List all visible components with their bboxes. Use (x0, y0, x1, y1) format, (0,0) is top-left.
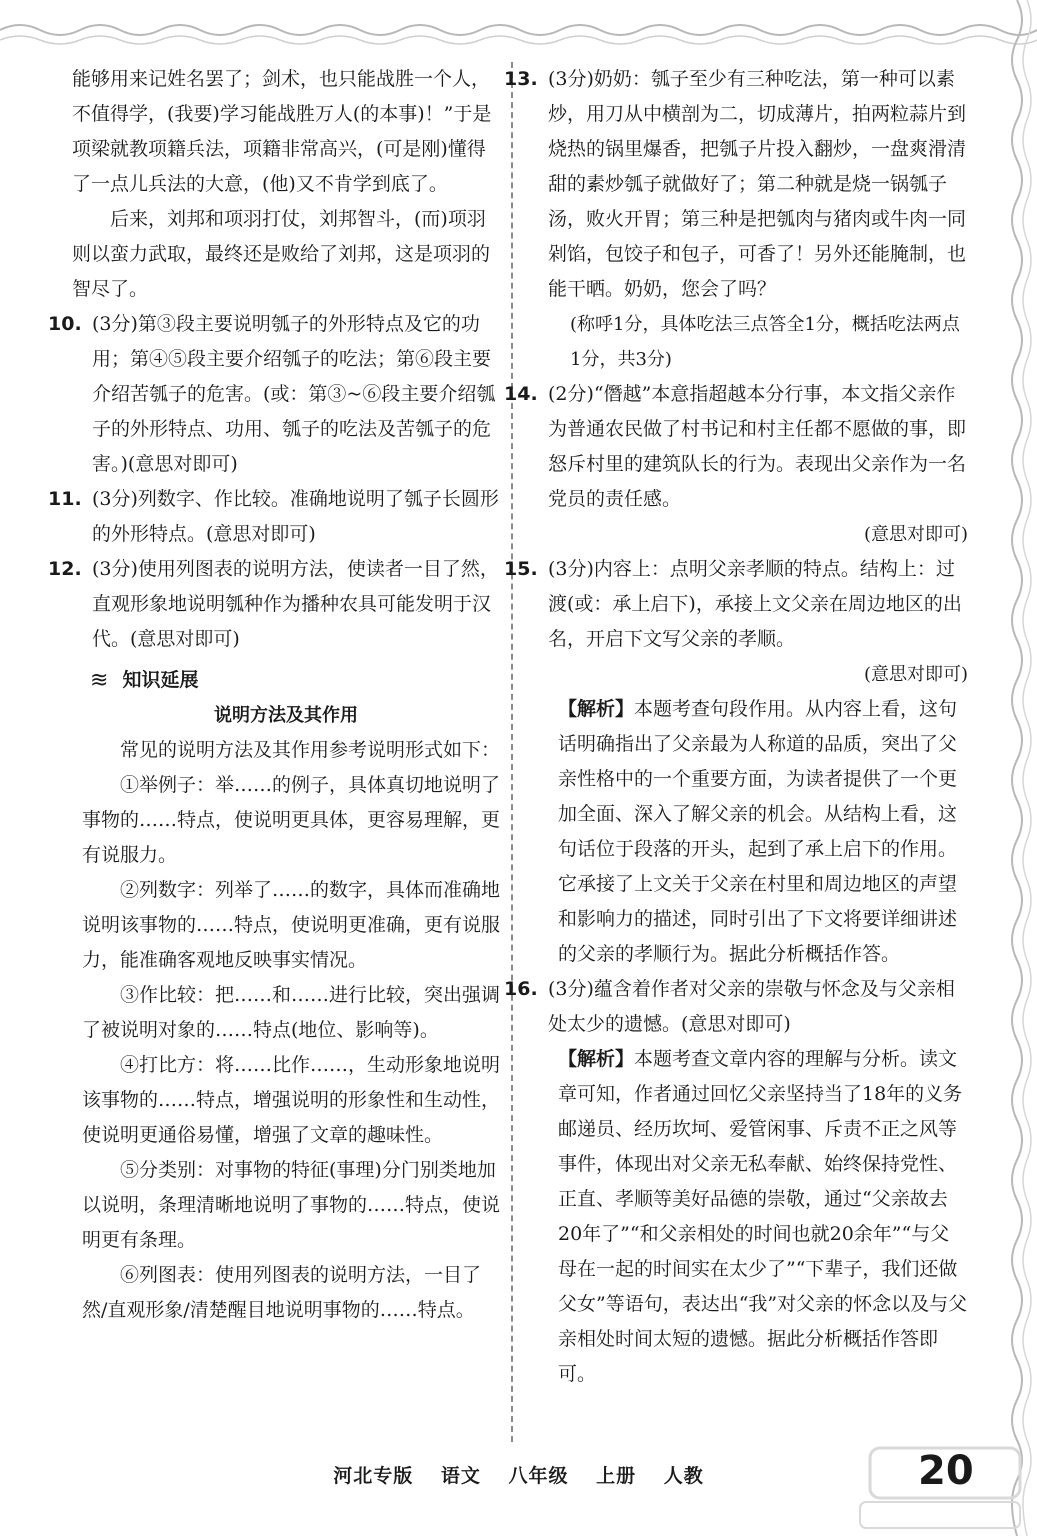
answer-10 (48, 307, 500, 482)
question-number: 16. (504, 978, 538, 1000)
wave-lines-icon: ≋ (90, 668, 109, 693)
knowledge-intro: 常见的说明方法及其作用参考说明形式如下： (120, 739, 501, 761)
answer-text: (3分)内容上：点明父亲孝顺的特点。结构上：过渡(或：承上启下)，承接上文父亲在周边地区的出名，开启下文写父亲的孝顺。 (548, 558, 962, 650)
answer-16 (504, 972, 968, 1392)
footer-publisher: 人教 (663, 1465, 704, 1487)
right-column (504, 62, 968, 1392)
answer-text: (3分)蕴含着作者对父亲的崇敬与怀念及与父亲相处太少的遗憾。(意思对即可) (548, 978, 955, 1035)
answer-text: (3分)列数字、作比较。准确地说明了瓠子长圆形的外形特点。(意思对即可) (92, 488, 499, 545)
analysis-text: 本题考查句段作用。从内容上看，这句话明确指出了父亲最为人称道的品质，突出了父亲性格中的一个重要方面，为读者提供了一个更加全面、深入了解父亲的机会。从结构上看，这句话位于段落的开头，起到了承上启下的作用。它承接了上文关于父亲在村里和周边地区的声望和影响力的描述，同时引出了下文将要详细讲述的父亲的孝顺行为。据此分析概括作答。 (558, 698, 958, 965)
footer-grade: 八年级 (508, 1465, 569, 1487)
analysis-block (548, 1042, 968, 1392)
left-column (48, 62, 501, 1328)
analysis-label: 【解析】 (558, 1048, 635, 1070)
knowledge-extension-header (72, 663, 500, 698)
answer-15 (504, 552, 968, 972)
method-item: ④打比方：将……比作……，生动形象地说明该事物的……特点，增强说明的形象性和生动性，使说明更通俗易懂，增强了文章的趣味性。 (82, 1054, 501, 1146)
page-number: 20 (918, 1448, 974, 1494)
method-item: ⑥列图表：使用列图表的说明方法，一目了然/直观形象/清楚醒目地说明事物的……特点。 (82, 1264, 482, 1321)
analysis-label: 【解析】 (558, 698, 635, 720)
continued-translation-p1: 能够用来记姓名罢了；剑术，也只能战胜一个人，不值得学，(我要)学习能战胜万人(的本事)！”于是项梁就教项籍兵法，项籍非常高兴，(可是刚)懂得了一点儿兵法的大意，(他)又不肯学到底了。 (72, 68, 492, 195)
question-number: 11. (48, 488, 82, 510)
method-item: ③作比较：把……和……进行比较，突出强调了被说明对象的……特点(地位、影响等)。 (82, 984, 501, 1041)
column-divider (511, 62, 513, 1442)
scoring-note: (意思对即可) (863, 664, 968, 685)
footer-subject: 语文 (440, 1465, 481, 1487)
decorative-wave-top (0, 0, 1037, 60)
analysis-block (548, 692, 968, 972)
answer-text: (3分)第③段主要说明瓠子的外形特点及它的功用；第④⑤段主要介绍瓠子的吃法；第⑥段主要介绍苦瓠子的危害。(或：第③~⑥段主要介绍瓠子的外形特点、功用、瓠子的吃法及苦瓠子的危害。)(意思对即可) (92, 313, 496, 475)
method-item: ②列数字：列举了……的数字，具体而准确地说明该事物的……特点，使说明更准确，更有说服力，能准确客观地反映事实情况。 (82, 879, 501, 971)
answer-text: (2分)“僭越”本意指超越本分行事，本文指父亲作为普通农民做了村书记和村主任都不愿做的事，即怒斥村里的建筑队长的行为。表现出父亲作为一名党员的责任感。 (548, 383, 967, 510)
question-number: 12. (48, 558, 82, 580)
question-number: 14. (504, 383, 538, 405)
answer-13 (504, 62, 968, 377)
decorative-wave-right (997, 0, 1037, 1536)
answer-14 (504, 377, 968, 552)
scoring-note: (称呼1分，具体吃法三点答全1分，概括吃法两点1分，共3分) (570, 314, 960, 370)
footer-edition: 河北专版 (333, 1465, 414, 1487)
method-item: ⑤分类别：对事物的特征(事理)分门别类地加以说明，条理清晰地说明了事物的……特点，使说明更有条理。 (82, 1159, 501, 1251)
answer-text: (3分)使用列图表的说明方法，使读者一目了然，直观形象地说明瓠种作为播种农具可能发明于汉代。(意思对即可) (92, 558, 499, 650)
question-number: 13. (504, 68, 538, 90)
question-number: 15. (504, 558, 538, 580)
analysis-text: 本题考查文章内容的理解与分析。读文章可知，作者通过回忆父亲坚持当了18年的义务邮递员、经历坎坷、爱管闲事、斥责不正之风等事件，体现出对父亲无私奉献、始终保持党性、正直、孝顺等美好品德的崇敬，通过“父亲故去20年了”“和父亲相处的时间也就20余年”“与父母在一起的时间实在太少了”“下辈子，我们还做父女”等语句，表达出“我”对父亲的怀念以及与父亲相处时间太短的遗憾。据此分析概括作答即可。 (558, 1048, 968, 1385)
section-subtitle: 说明方法及其作用 (214, 705, 358, 726)
answer-text: (3分)奶奶：瓠子至少有三种吃法，第一种可以素炒，用刀从中横剖为二，切成薄片，拍两粒蒜片到烧热的锅里爆香，把瓠子片投入翻炒，一盘爽滑清甜的素炒瓠子就做好了；第二种就是烧一锅瓠子汤，败火开胃；第三种是把瓠肉与猪肉或牛肉一同剁馅，包饺子和包子，可香了！另外还能腌制，也能干晒。奶奶，您会了吗？ (548, 68, 967, 300)
question-number: 10. (48, 313, 82, 335)
knowledge-body (72, 733, 500, 1328)
method-item: ①举例子：举……的例子，具体真切地说明了事物的……特点，使说明更具体，更容易理解，更有说服力。 (82, 774, 501, 866)
section-title: 知识延展 (122, 669, 199, 691)
answer-12 (48, 552, 500, 657)
footer-volume: 上册 (596, 1465, 637, 1487)
continued-translation-p2: 后来，刘邦和项羽打仗，刘邦智斗，(而)项羽则以蛮力武取，最终还是败给了刘邦，这是项羽的智尽了。 (72, 208, 491, 300)
answer-11 (48, 482, 500, 552)
scoring-note: (意思对即可) (863, 524, 968, 545)
